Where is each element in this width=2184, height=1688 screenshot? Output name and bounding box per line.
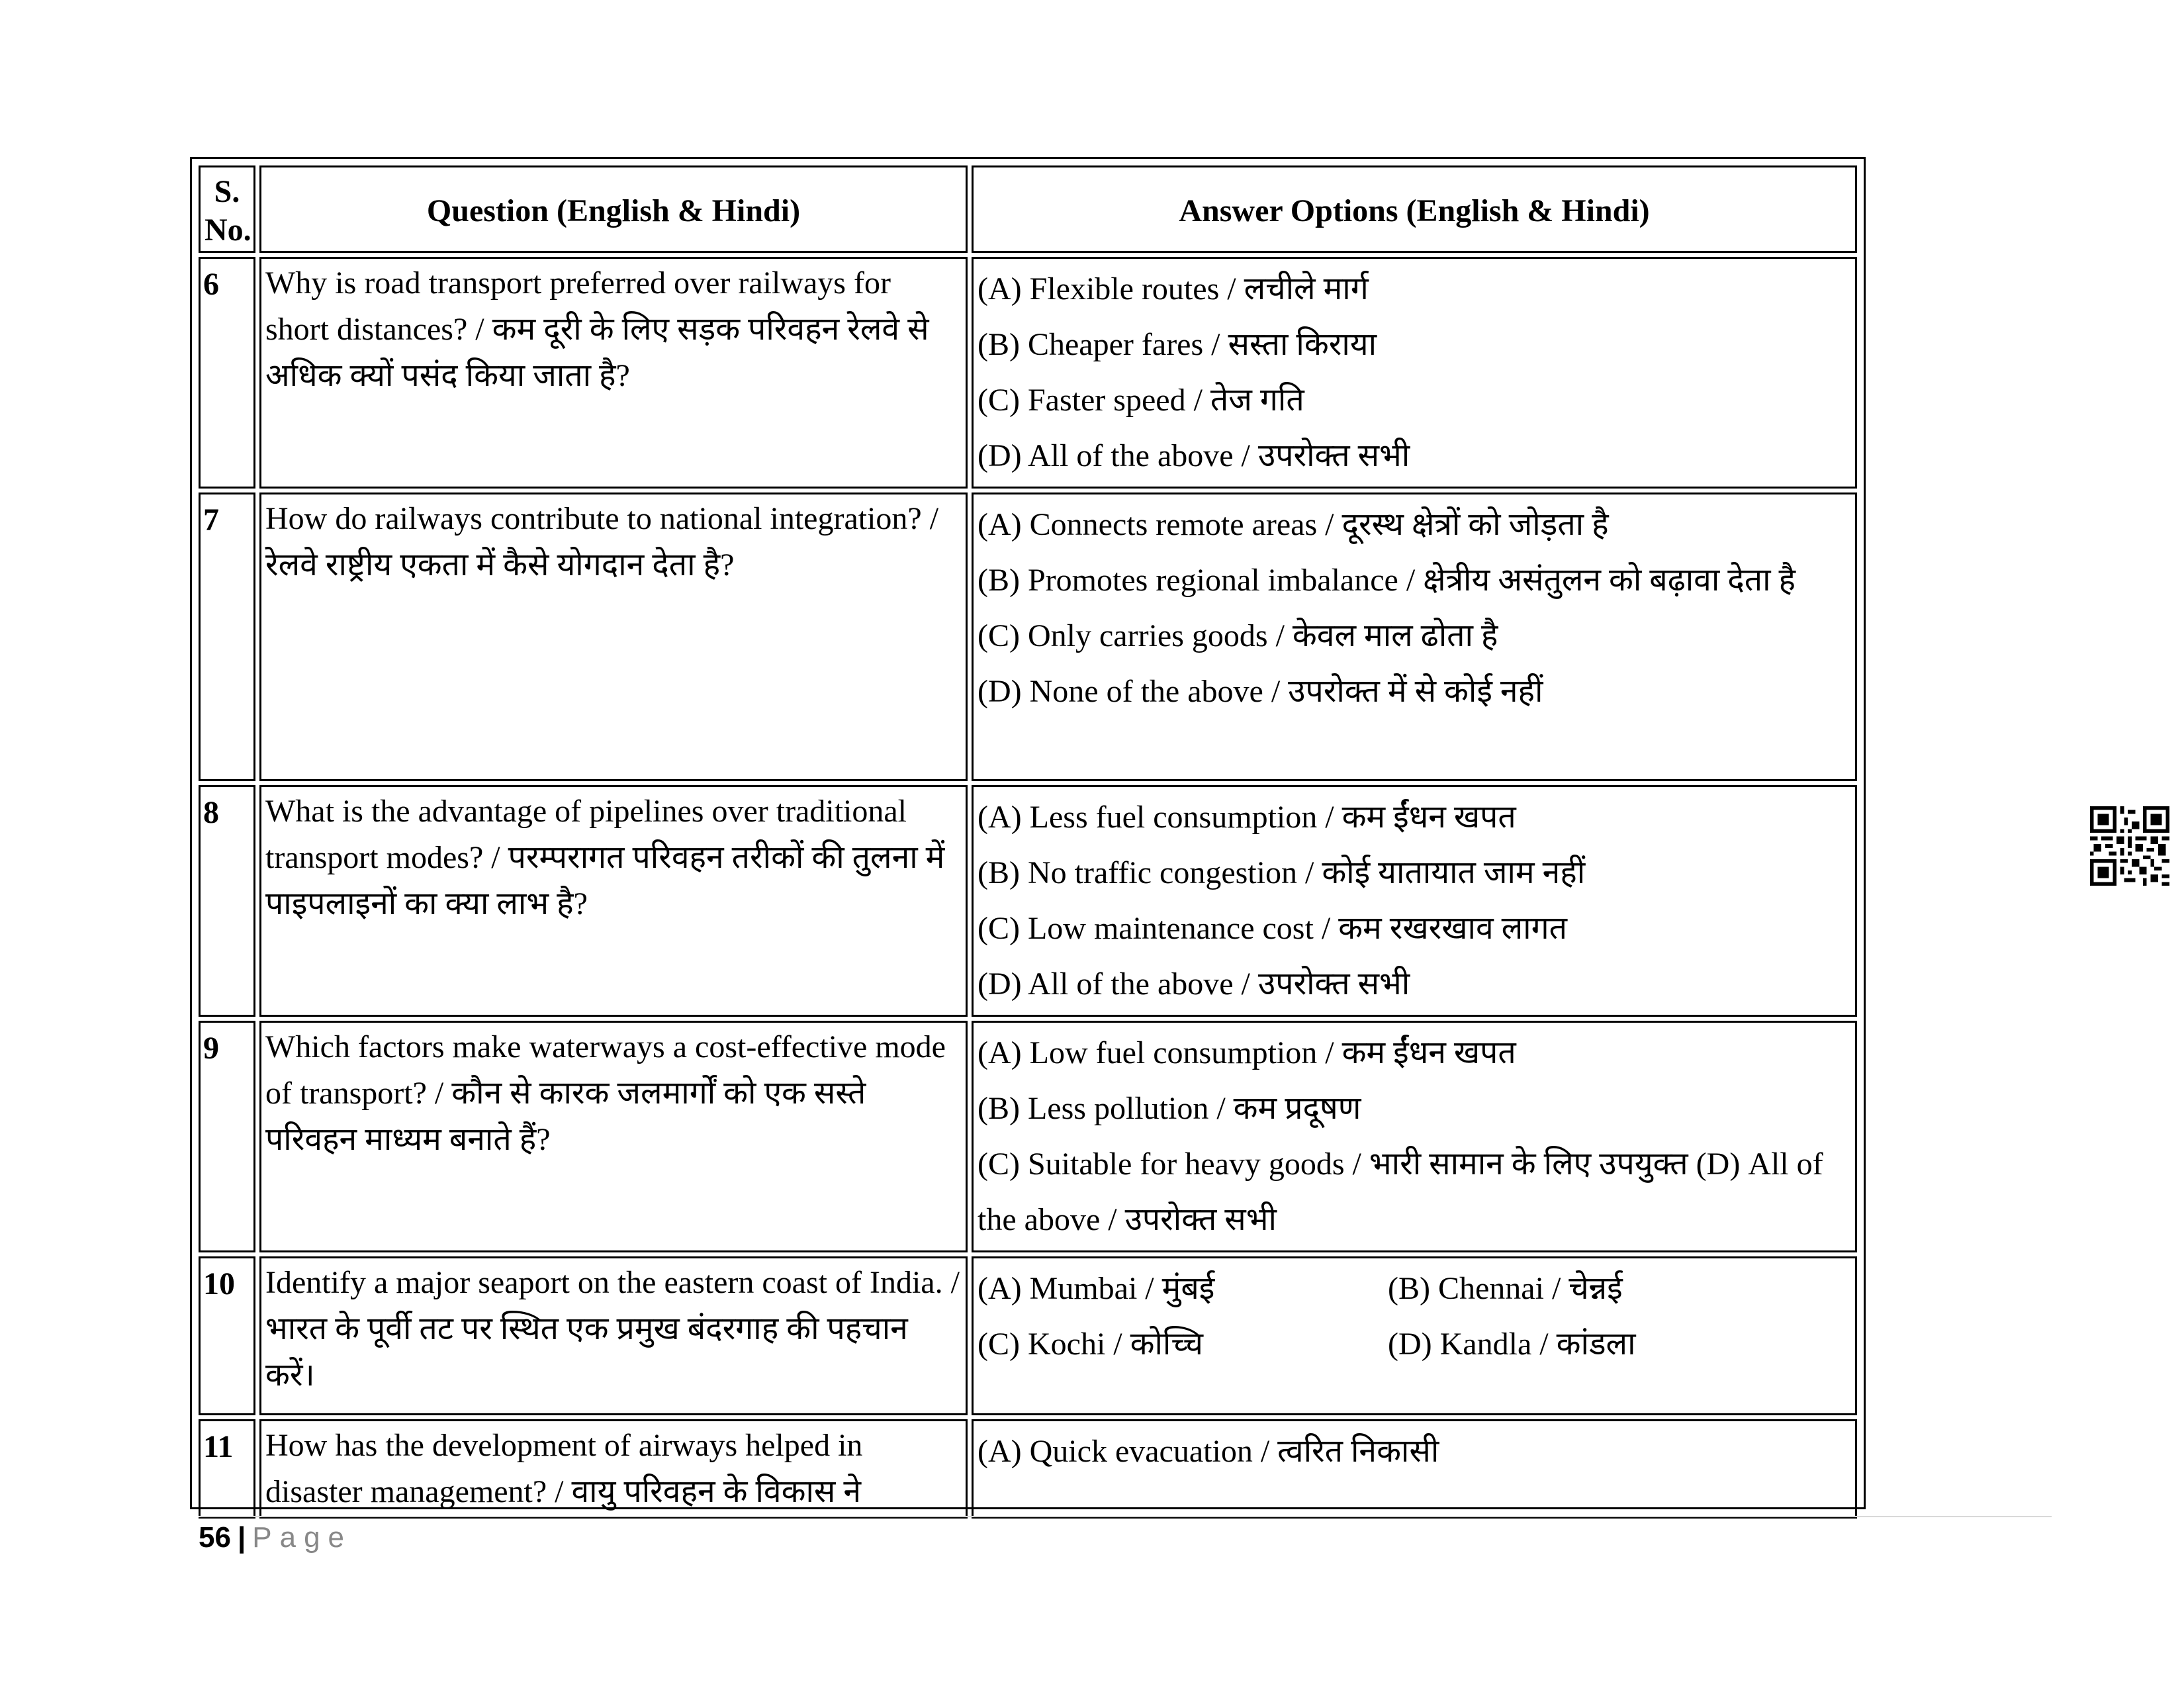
option-b: (B) Less pollution / कम प्रदूषण	[978, 1091, 1361, 1126]
option-b: (B) Promotes regional imbalance / क्षेत्रीय असंतुलन को बढ़ावा देता है	[978, 563, 1796, 598]
row-question: Why is road transport preferred over railways for short distances? / कम दूरी के लिए सड़क परिवहन रेलवे से अधिक क्यों पसंद किया जाता है?	[259, 257, 968, 489]
row-options	[972, 257, 1857, 489]
footer-divider	[199, 1516, 2052, 1517]
row-options	[972, 492, 1857, 781]
row-sno: 7	[199, 492, 255, 781]
option-c: (C) Faster speed / तेज गति	[978, 383, 1304, 418]
row-options	[972, 1419, 1857, 1519]
option-c: (C) Suitable for heavy goods / भारी सामान के लिए उपयुक्त (D) All of the above / उपरोक्त सभी	[978, 1147, 1823, 1237]
header-sno: S. No.	[199, 165, 255, 253]
option-c: (C) Kochi / कोच्चि	[978, 1327, 1203, 1362]
option-a: (A) Less fuel consumption / कम ईंधन खपत	[978, 800, 1516, 835]
option-b: (B) Cheaper fares / सस्ता किराया	[978, 327, 1377, 362]
header-answers: Answer Options (English & Hindi)	[972, 165, 1857, 253]
option-a: (A) Flexible routes / लचीले मार्ग	[978, 271, 1369, 306]
row-sno: 10	[199, 1256, 255, 1415]
header-question: Question (English & Hindi)	[259, 165, 968, 253]
option-c: (C) Only carries goods / केवल माल ढोता है	[978, 618, 1498, 653]
table-row	[199, 1419, 1857, 1519]
page-number: 56	[199, 1521, 231, 1554]
table-row	[199, 1256, 1857, 1415]
row-sno: 6	[199, 257, 255, 489]
page-footer	[199, 1521, 352, 1554]
row-options	[972, 1021, 1857, 1252]
option-b: (B) Chennai / चेन्नई	[1388, 1271, 1623, 1306]
option-d: (D) Kandla / कांडला	[1388, 1327, 1636, 1362]
option-a: (A) Connects remote areas / दूरस्थ क्षेत्रों को जोड़ता है	[978, 507, 1609, 542]
option-a: (A) Low fuel consumption / कम ईंधन खपत	[978, 1035, 1516, 1070]
option-d: (D) None of the above / उपरोक्त में से कोई नहीं	[978, 674, 1543, 709]
row-question: How has the development of airways helped in disaster management? / वायु परिवहन के विकास ने	[259, 1419, 968, 1519]
question-table	[195, 162, 1861, 1523]
option-c: (C) Low maintenance cost / कम रखरखाव लागत	[978, 911, 1567, 946]
table-row	[199, 257, 1857, 489]
option-b: (B) No traffic congestion / कोई यातायात जाम नहीं	[978, 855, 1586, 890]
row-sno: 8	[199, 785, 255, 1017]
row-sno: 11	[199, 1419, 255, 1519]
row-question: Identify a major seaport on the eastern coast of India. / भारत के पूर्वी तट पर स्थित एक प्रमुख बंदरगाह की पहचान करें।	[259, 1256, 968, 1415]
table-header-row	[199, 165, 1857, 253]
row-question: What is the advantage of pipelines over traditional transport modes? / परम्परागत परिवहन तरीकों की तुलना में पाइपलाइनों का क्या लाभ है?	[259, 785, 968, 1017]
footer-separator: |	[237, 1521, 246, 1554]
table-row	[199, 785, 1857, 1017]
qr-code-icon	[2090, 806, 2169, 886]
question-table-frame	[190, 157, 1866, 1509]
option-d: (D) All of the above / उपरोक्त सभी	[978, 966, 1410, 1002]
page-label: Page	[252, 1521, 353, 1554]
row-question: Which factors make waterways a cost-effective mode of transport? / कौन से कारक जलमार्गों को एक सस्ते परिवहन माध्यम बनाते हैं?	[259, 1021, 968, 1252]
row-options	[972, 1256, 1857, 1415]
row-options	[972, 785, 1857, 1017]
option-d: (D) All of the above / उपरोक्त सभी	[978, 438, 1410, 473]
option-a: (A) Mumbai / मुंबई	[978, 1271, 1215, 1306]
table-row	[199, 492, 1857, 781]
row-question: How do railways contribute to national integration? / रेलवे राष्ट्रीय एकता में कैसे योगदान देता है?	[259, 492, 968, 781]
row-sno: 9	[199, 1021, 255, 1252]
table-row	[199, 1021, 1857, 1252]
options-grid	[978, 1261, 1851, 1372]
option-a: (A) Quick evacuation / त्वरित निकासी	[978, 1434, 1439, 1469]
